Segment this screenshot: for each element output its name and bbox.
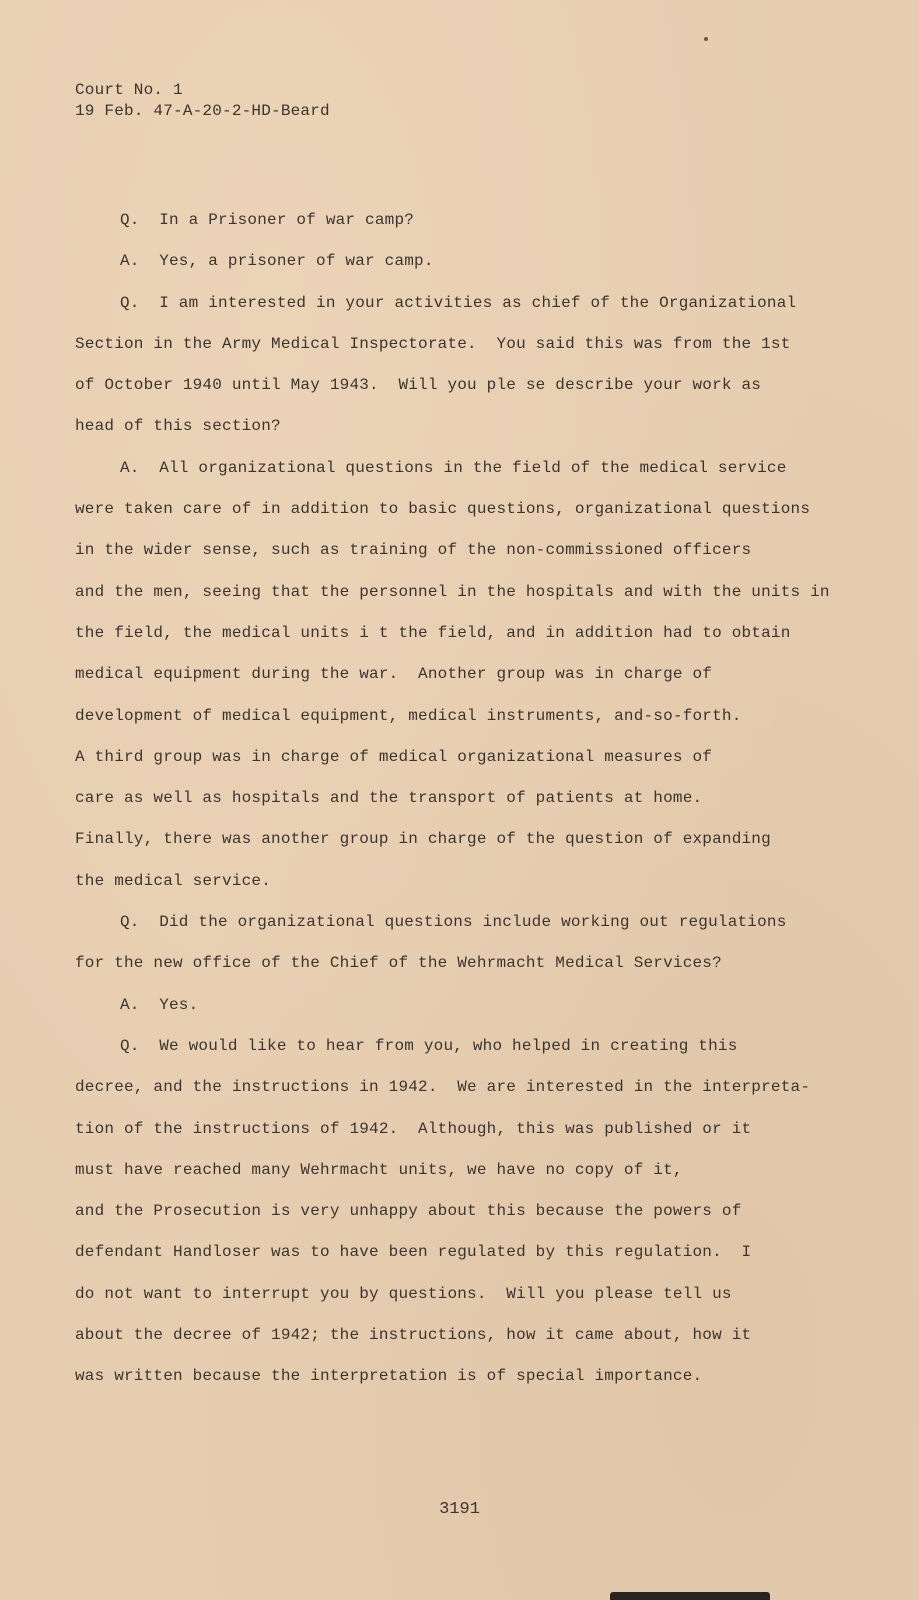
transcript-line: care as well as hospitals and the transport of patients at home. bbox=[75, 789, 703, 808]
session-reference: 19 Feb. 47-A-20-2-HD-Beard bbox=[75, 102, 330, 120]
transcript-line: the medical service. bbox=[75, 871, 272, 890]
transcript-line: Q. Did the organizational questions include working out regulations bbox=[120, 913, 787, 932]
transcript-line: must have reached many Wehrmacht units, we have no copy of it, bbox=[75, 1160, 683, 1179]
transcript-line: were taken care of in addition to basic questions, organizational questions bbox=[75, 500, 811, 519]
transcript-line: and the Prosecution is very unhappy about this because the powers of bbox=[75, 1202, 742, 1221]
transcript-line: and the men, seeing that the personnel in the hospitals and with the units in bbox=[75, 582, 830, 601]
transcript-line: Q. In a Prisoner of war camp? bbox=[120, 211, 415, 229]
transcript-line: decree, and the instructions in 1942. We are interested in the interpreta- bbox=[75, 1078, 811, 1097]
page-number: 3191 bbox=[439, 1500, 480, 1519]
transcript-line: A third group was in charge of medical organizational measures of bbox=[75, 747, 713, 766]
transcript-line: Section in the Army Medical Inspectorate. You said this was from the 1st bbox=[75, 334, 791, 353]
transcript-line: Q. We would like to hear from you, who helped in creating this bbox=[120, 1036, 738, 1055]
transcript-line: defendant Handloser was to have been regulated by this regulation. I bbox=[75, 1243, 752, 1262]
transcript-line: A. All organizational questions in the field of the medical service bbox=[120, 458, 787, 477]
transcript-line: A. Yes. bbox=[120, 995, 199, 1014]
transcript-line: do not want to interrupt you by questions. Will you please tell us bbox=[75, 1284, 732, 1303]
document-header bbox=[75, 80, 330, 122]
court-number: Court No. 1 bbox=[75, 81, 183, 99]
transcript-line: about the decree of 1942; the instructions, how it came about, how it bbox=[75, 1326, 752, 1345]
transcript-line: was written because the interpretation is of special importance. bbox=[75, 1367, 703, 1386]
transcript-line: development of medical equipment, medical instruments, and-so-forth. bbox=[75, 706, 742, 725]
page-edge-shadow bbox=[610, 1592, 770, 1600]
transcript-line: A. Yes, a prisoner of war camp. bbox=[120, 252, 434, 271]
transcript-line: tion of the instructions of 1942. Although, this was published or it bbox=[75, 1119, 752, 1138]
transcript-line: Finally, there was another group in charge of the question of expanding bbox=[75, 830, 771, 849]
transcript-line: Q. I am interested in your activities as chief of the Organizational bbox=[120, 293, 797, 312]
transcript-line: medical equipment during the war. Another group was in charge of bbox=[75, 665, 713, 684]
paper-speck bbox=[704, 37, 708, 41]
transcript-body bbox=[75, 200, 875, 1398]
transcript-line: for the new office of the Chief of the Wehrmacht Medical Services? bbox=[75, 954, 722, 973]
transcript-line: head of this section? bbox=[75, 417, 281, 436]
transcript-line: the field, the medical units i t the field, and in addition had to obtain bbox=[75, 623, 791, 642]
transcript-line: in the wider sense, such as training of the non-commissioned officers bbox=[75, 541, 752, 560]
transcript-line: of October 1940 until May 1943. Will you ple se describe your work as bbox=[75, 376, 762, 395]
